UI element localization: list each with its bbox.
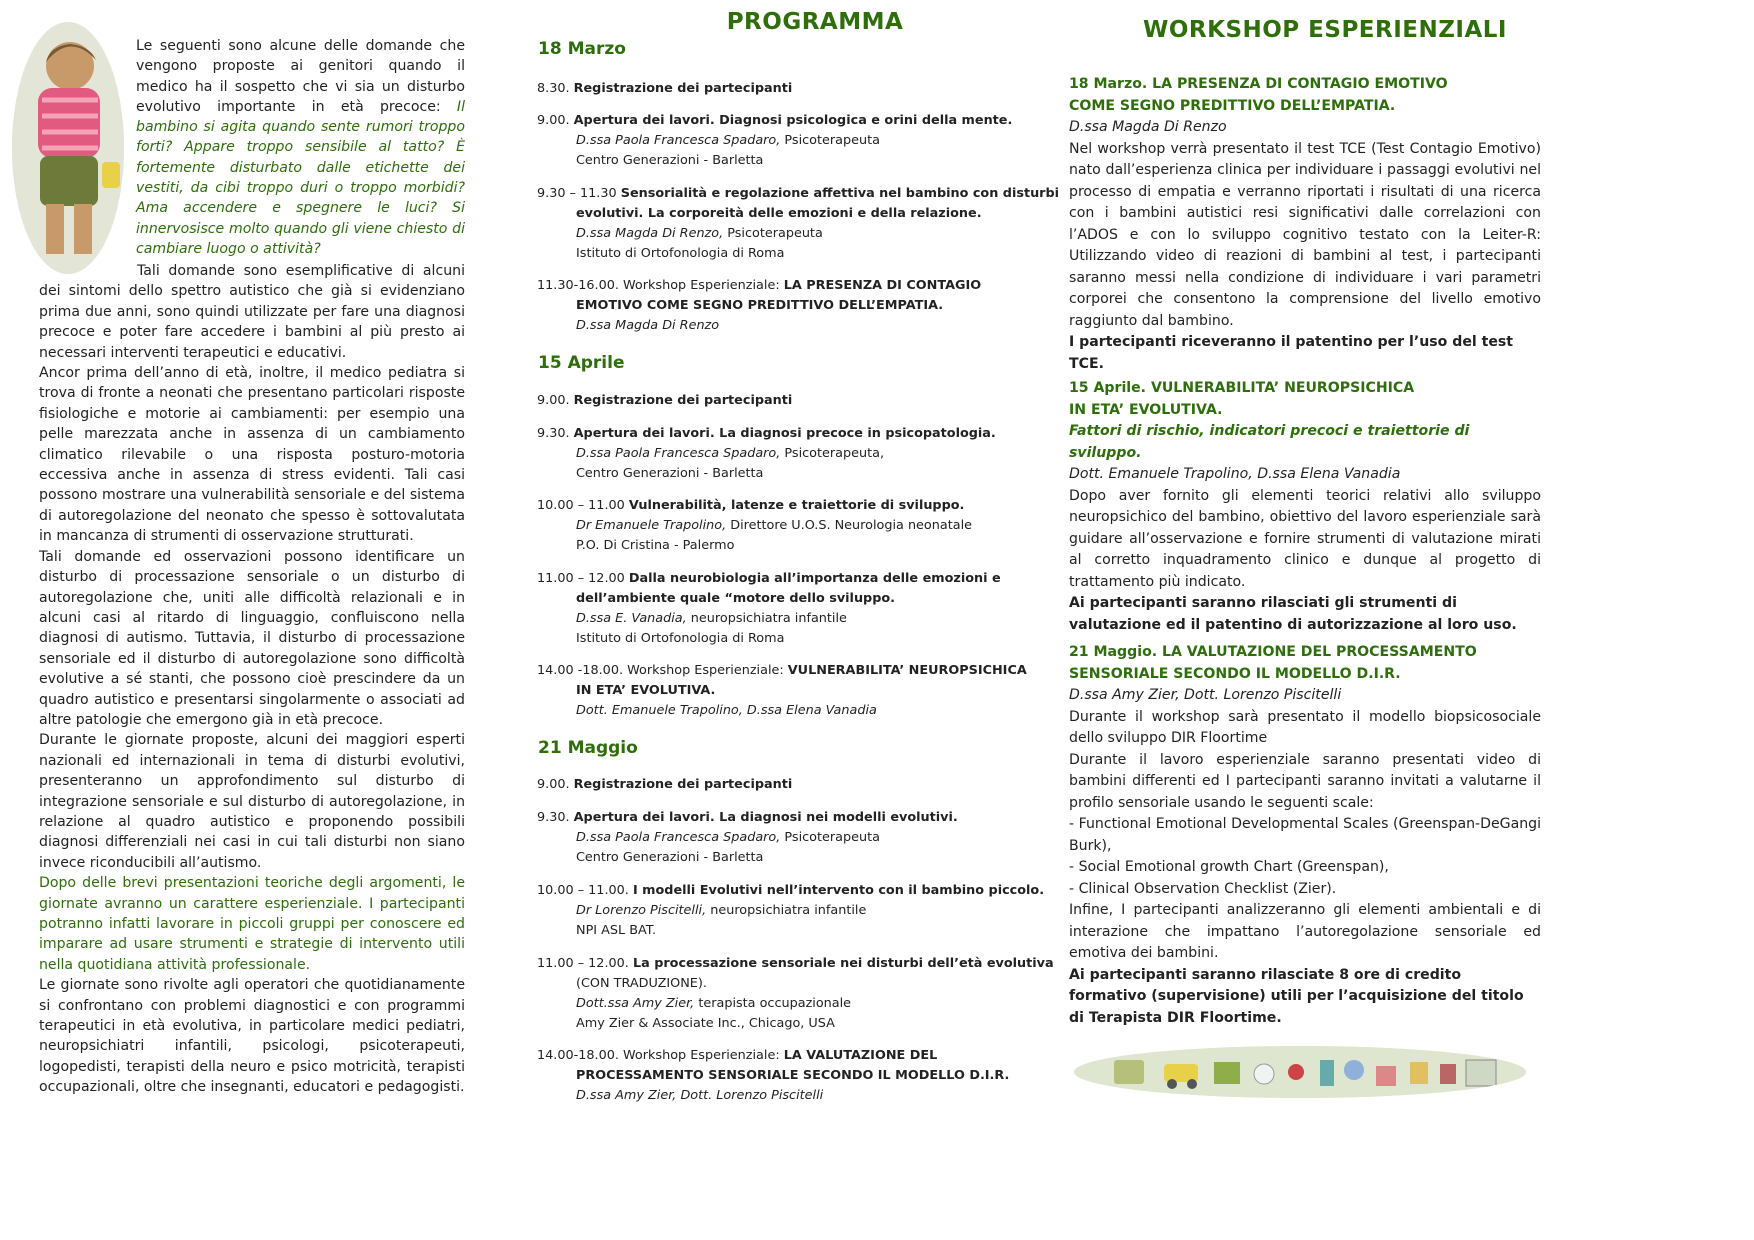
intro-paragraph: Le seguenti sono alcune delle domande che vengono proposte ai genitori quando il medico ha il sospetto che vi sia un disturbo evolutivo importante in età precoce: Il bambino si agita quando sente rumori troppo forti? Appare troppo sensibile al tatto? È fortemente disturbato dalle etichette dei vestiti, da cibi troppo duri o troppo morbidi? Ama accendere e spegnere le luci? Si innervosisce molto quando gli viene chiesto di cambiare luogo o attività? <box>136 38 465 257</box>
schedule-entry: 9.00. Registrazione dei partecipanti <box>537 777 793 792</box>
date-heading: 21 Maggio <box>538 738 638 758</box>
workshop-heading: 15 Aprile. VULNERABILITA’ NEUROPSICHICA <box>1069 380 1415 396</box>
date-heading: 15 Aprile <box>538 353 625 373</box>
schedule-entry: 9.00. Apertura dei lavori. Diagnosi psicologica e orini della mente. D.ssa Paola Francesca Spadaro, Psicoterapeuta Centro Generazioni - Barletta <box>537 113 1013 168</box>
workshop-heading: IN ETA’ EVOLUTIVA. <box>1069 401 1223 418</box>
workshop-text: Dopo aver fornito gli elementi teorici relativi allo sviluppo neuropsichico del bambino, obiettivo del lavoro esperienziale sarà guidare all’osservazione e fornire strumenti di valutazione mirati al corretto inquadramento clinico e dunque al progetto di trattamento più indicato. <box>1069 487 1541 590</box>
date-heading: 18 Marzo <box>538 39 626 59</box>
child-photo <box>12 22 124 274</box>
schedule-entry: 11.00 – 12.00. La processazione sensoriale nei disturbi dell’età evolutiva (CON TRADUZIONE). Dott.ssa Amy Zier, terapista occupazionale Amy Zier & Associate Inc., Chicago, USA <box>537 956 1054 1031</box>
left-column <box>0 0 490 1110</box>
workshop-heading: 21 Maggio. LA VALUTAZIONE DEL PROCESSAMENTO <box>1069 644 1477 660</box>
paragraph: Durante le giornate proposte, alcuni dei maggiori esperti nazionali ed internazionali in tema di disturbi evolutivi, presenteranno un approfondimento sul disturbo di integrazione sensoriale e sul disturbo di autoregolazione, in relazione al quadro autistico e proponendo possibili diagnosi differenziali nei casi in cui tali disturbi non siano invece riconducibili all’autismo. <box>39 732 465 871</box>
workshop-text: Nel workshop verrà presentato il test TCE (Test Contagio Emotivo) nato dall’esperienza clinica per individuare i passaggi evolutivi nel processo di empatia e verranno riportati i risultati di una ricerca con i bambini autistici resi significativi dalle correlazioni con l’ADOS e con lo sviluppo cognitivo testato con la Leiter-R: Utilizzando video di reazioni di bambini al test, i partecipanti saranno messi nella condizione di individuare i vari parametri corporei che consentono la comprensione del livello emotivo raggiunto dal bambino. <box>1069 140 1541 329</box>
workshop-block-april <box>1069 378 1541 636</box>
left-body-text <box>39 261 465 1098</box>
workshop-text: Infine, I partecipanti analizzeranno gli elementi ambientali e di interazione che impattano l’autoregolazione sensoriale ed emotiva dei bambini. <box>1069 902 1541 961</box>
scale-item: - Clinical Observation Checklist (Zier). <box>1069 880 1337 897</box>
schedule-entry: 11.30-16.00. Workshop Esperienziale: LA PRESENZA DI CONTAGIO EMOTIVO COME SEGNO PREDITTIVO DELL’EMPATIA. D.ssa Magda Di Renzo <box>537 278 982 333</box>
workshop-block-march <box>1069 74 1541 375</box>
workshop-author: D.ssa Amy Zier, Dott. Lorenzo Piscitelli <box>1069 687 1342 703</box>
schedule-entry: 9.30 – 11.30 Sensorialità e regolazione affettiva nel bambino con disturbi evolutivi. La corporeità delle emozioni e della relazione. D.ssa Magda Di Renzo, Psicoterapeuta Istituto di Ortofonologia di Roma <box>537 186 1060 261</box>
schedule-entry: 9.30. Apertura dei lavori. La diagnosi nei modelli evolutivi. D.ssa Paola Francesca Spadaro, Psicoterapeuta Centro Generazioni - Barletta <box>537 810 958 865</box>
workshop-subtitle: Fattori di rischio, indicatori precoci e traiettorie di sviluppo. <box>1069 423 1470 461</box>
workshops-title: WORKSHOP ESPERIENZIALI <box>1142 17 1507 43</box>
workshop-heading: SENSORIALE SECONDO IL MODELLO D.I.R. <box>1069 665 1401 682</box>
workshops-column <box>1040 0 1568 1110</box>
program-column <box>520 0 1060 1110</box>
paragraph: Ancor prima dell’anno di età, inoltre, il medico pediatra si trova di fronte a neonati che presentano particolari risposte fisiologiche e motorie ai cambiamenti: per esempio una pelle marezzata anche in assenza di un cambiamento climatico rilevabile o una risposta posturo-motoria eccessiva anche in assenza di stress evidenti. Tali casi possono mostrare una vulnerabilità sensoriale e del sistema di autoregolazione del neonato che spesso è sottovalutata in mancanza di strumenti di osservazione strutturati. <box>39 365 465 545</box>
schedule-entry: 14.00 -18.00. Workshop Esperienziale: VULNERABILITA’ NEUROPSICHICA IN ETA’ EVOLUTIVA. Dott. Emanuele Trapolino, D.ssa Elena Vanadia <box>537 663 1027 718</box>
workshop-note: Ai partecipanti saranno rilasciati gli strumenti di valutazione ed il patentino di autorizzazione al loro uso. <box>1069 595 1517 633</box>
paragraph: Tali domande ed osservazioni possono identificare un disturbo di processazione sensoriale o un disturbo di autoregolazione che, uniti alle difficoltà relazionali e in alcuni casi al ritardo di linguaggio, confluiscono nella diagnosi di autismo. Tuttavia, il disturbo di processazione sensoriale ed il disturbo di autoregolazione sono difficoltà evolutive a sé stanti, che possono cioè prescindere da un quadro autistico e presentarsi singolarmente o associati ad altre patologie che emergono già in età precoce. <box>39 548 465 728</box>
schedule-entry: 10.00 – 11.00. I modelli Evolutivi nell’intervento con il bambino piccolo. Dr Lorenzo Piscitelli, neuropsichiatra infantile NPI ASL BAT. <box>537 883 1045 938</box>
schedule-entry: 10.00 – 11.00 Vulnerabilità, latenze e traiettorie di sviluppo. Dr Emanuele Trapolino, Direttore U.O.S. Neurologia neonatale P.O. Di Cristina - Palermo <box>537 498 973 553</box>
workshop-block-may <box>1069 642 1541 1029</box>
workshop-heading: 18 Marzo. LA PRESENZA DI CONTAGIO EMOTIVO <box>1069 76 1448 92</box>
program-title: PROGRAMMA <box>726 9 904 35</box>
workshop-heading: COME SEGNO PREDITTIVO DELL’EMPATIA. <box>1069 97 1396 114</box>
parent-questions: Il bambino si agita quando sente rumori troppo forti? Appare troppo sensibile al tatto? È fortemente disturbato dalle etichette dei vestiti, da cibi troppo duri o troppo morbidi? Ama accendere e spegnere le luci? Si innervosisce molto quando gli viene chiesto di cambiare luogo o attività? <box>136 98 465 257</box>
toys-image <box>1074 1046 1526 1098</box>
schedule-entry: 8.30. Registrazione dei partecipanti <box>537 81 793 96</box>
paragraph: Le giornate sono rivolte agli operatori che quotidianamente si confrontano con problemi diagnostici e con programmi terapeutici in età evolutiva, in particolare medici pediatri, neuropsichiatri infantili, psicologi, psicoterapeuti, logopedisti, terapisti della neuro e psico motricità, terapisti occupazionali, oltre che insegnanti, educatori e pedagogisti. <box>39 977 465 1096</box>
schedule-entry: 9.30. Apertura dei lavori. La diagnosi precoce in psicopatologia. D.ssa Paola Francesca Spadaro, Psicoterapeuta, Centro Generazioni - Barletta <box>537 426 996 481</box>
workshop-author: Dott. Emanuele Trapolino, D.ssa Elena Vanadia <box>1069 466 1401 482</box>
schedule-entry: 14.00-18.00. Workshop Esperienziale: LA VALUTAZIONE DEL PROCESSAMENTO SENSORIALE SECONDO IL MODELLO D.I.R. D.ssa Amy Zier, Dott. Lorenzo Piscitelli <box>537 1048 1010 1103</box>
workshop-author: D.ssa Magda Di Renzo <box>1069 119 1227 135</box>
highlight-paragraph: Dopo delle brevi presentazioni teoriche degli argomenti, le giornate avranno un carattere esperienziale. I partecipanti potranno infatti lavorare in piccoli gruppi per conoscere ed imparare ad usare strumenti e strategie di intervento utili nella quotidiana attività professionale. <box>39 875 465 973</box>
schedule-entry: 11.00 – 12.00 Dalla neurobiologia all’importanza delle emozioni e dell’ambiente quale “motore dello sviluppo. D.ssa E. Vanadia, neuropsichiatra infantile Istituto di Ortofonologia di Roma <box>537 571 1001 646</box>
workshop-text: Durante il workshop sarà presentato il modello biopsicosociale dello sviluppo DIR Floortime <box>1069 708 1541 746</box>
paragraph: Tali domande sono esemplificative di alcuni dei sintomi dello spettro autistico che già si evidenziano prima due anni, sono quindi utilizzate per fare una diagnosi precoce e poter fare accedere i bambini al più presto ai necessari interventi terapeutici e educativi. <box>39 263 465 361</box>
workshop-text: Durante il lavoro esperienziale saranno presentati video di bambini differenti ed I partecipanti saranno invitati a valutarne il profilo sensoriale usando le seguenti scale: <box>1069 751 1541 811</box>
schedule-entry: 9.00. Registrazione dei partecipanti <box>537 393 793 408</box>
workshop-note: I partecipanti riceveranno il patentino per l’uso del test TCE. <box>1069 334 1514 372</box>
scale-item: - Functional Emotional Developmental Scales (Greenspan-DeGangi Burk), <box>1069 816 1541 854</box>
scale-item: - Social Emotional growth Chart (Greenspan), <box>1069 859 1389 875</box>
workshop-note: Ai partecipanti saranno rilasciate 8 ore di credito formativo (supervisione) utili per l’acquisizione del titolo di Terapista DIR Floortime. <box>1069 966 1524 1026</box>
